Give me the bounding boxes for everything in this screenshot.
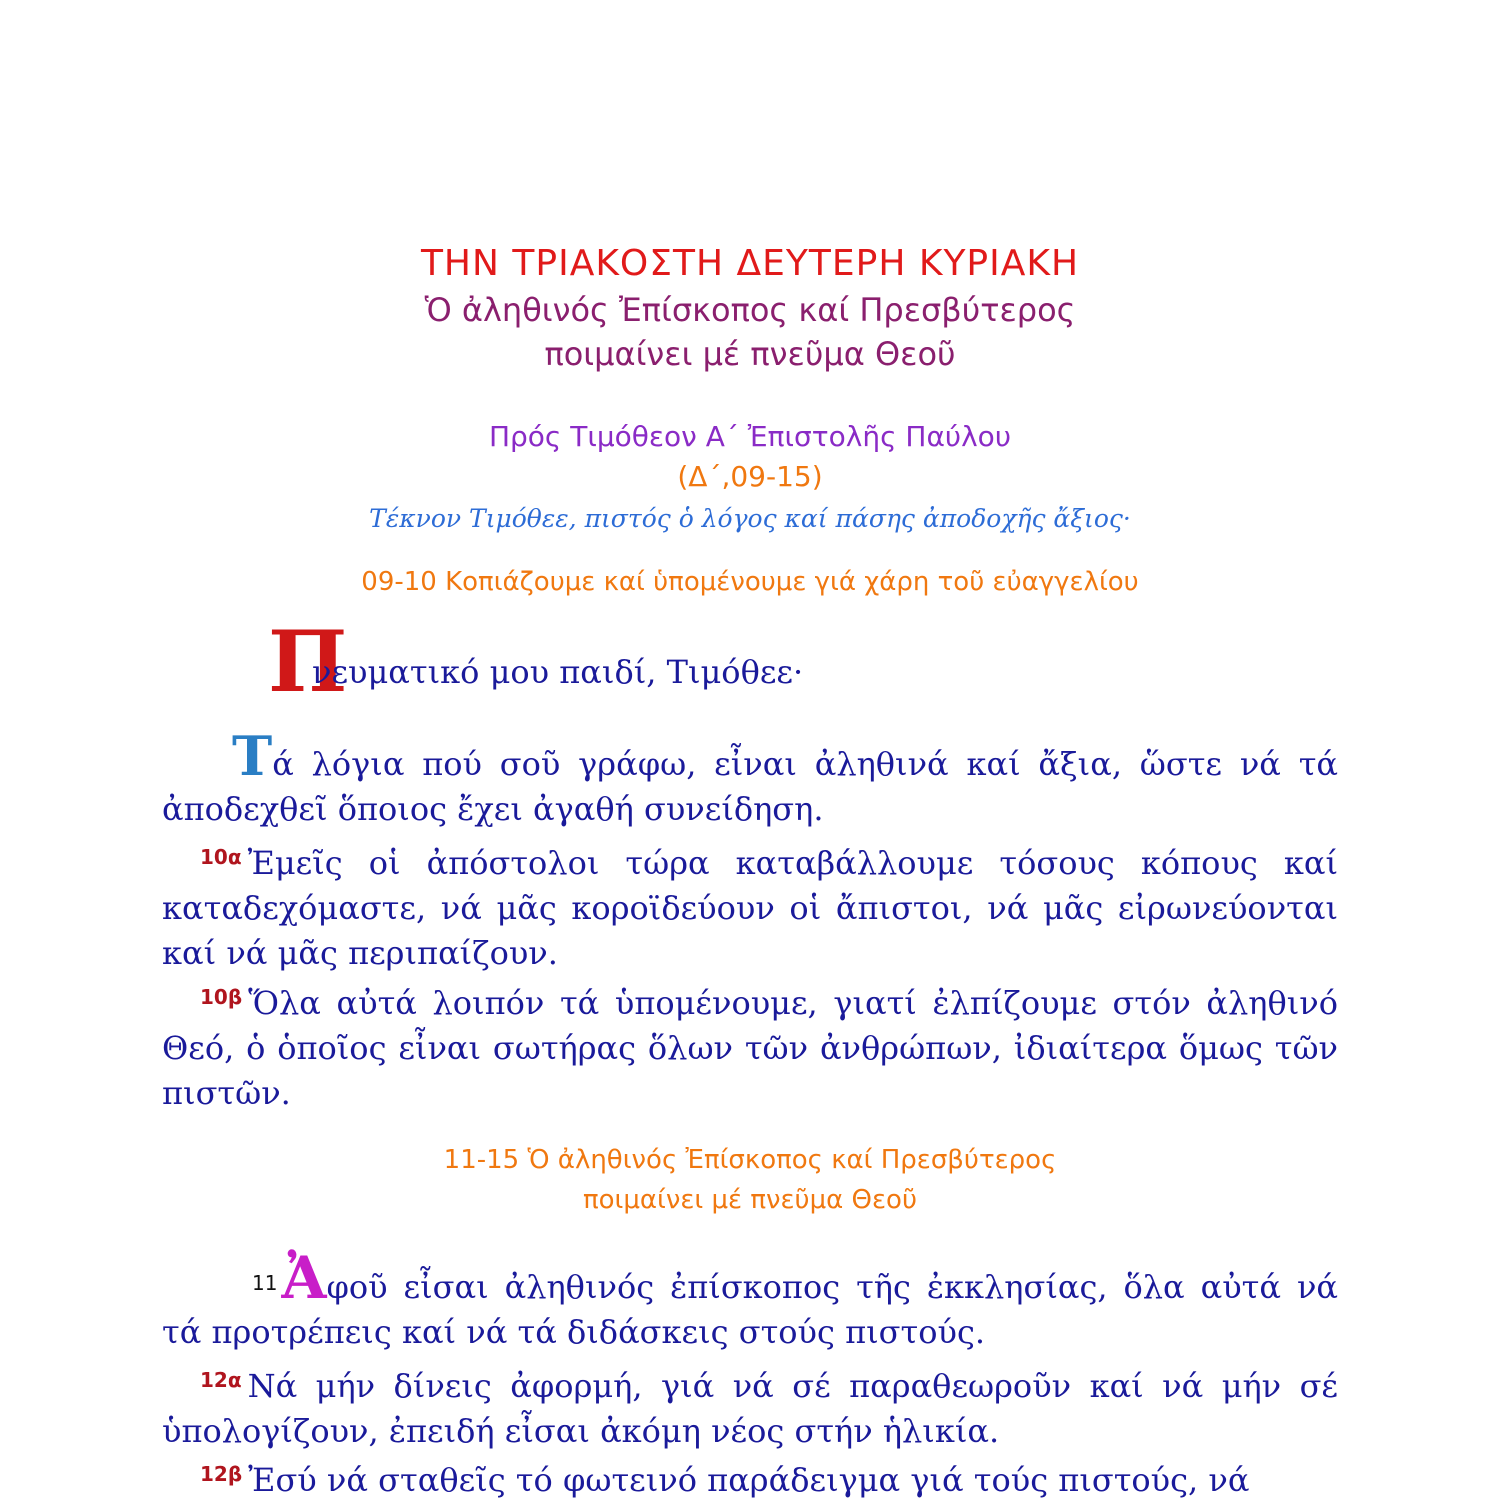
- paragraph-verse-9: [162, 724, 1338, 832]
- dropcap-alpha: Ἀ: [281, 1244, 327, 1312]
- verse-number: 11: [252, 1271, 278, 1295]
- page-subtitle: [0, 288, 1500, 376]
- paragraph-verse-12b: [162, 1452, 1338, 1503]
- subtitle-line-2: ποιμαίνει μέ πνεῦμα Θεοῦ: [544, 335, 956, 373]
- paragraph-text: φοῦ εἶσαι ἀληθινός ἐπίσκοπος τῆς ἐκκλησίας, ὅλα αὐτά νά τά προτρέπεις καί νά τά διδάσκεις στούς πιστούς.: [162, 1268, 1338, 1351]
- dropcap-pi: Π: [268, 612, 348, 711]
- paragraph-verse-10a: [162, 835, 1338, 976]
- paragraph-text: Ὅλα αὐτά λοιπόν τά ὑπομένουμε, γιατί ἐλπίζουμε στόν ἀληθινό Θεό, ὁ ὁποῖος εἶναι σωτήρας ὅλων τῶν ἀνθρώπων, ἰδιαίτερα ὅμως τῶν πιστῶν.: [162, 984, 1338, 1112]
- subtitle-line-1: Ὁ ἀληθινός Ἐπίσκοπος καί Πρεσβύτερος: [424, 291, 1076, 329]
- incipit-quote: Τέκνον Τιμόθεε, πιστός ὁ λόγος καί πάσης ἀποδοχῆς ἄξιος·: [369, 504, 1131, 533]
- dropcap-tau: Τ: [232, 724, 273, 788]
- paragraph-verse-12a: [162, 1358, 1338, 1454]
- paragraph-text: Ἐμεῖς οἱ ἀπόστολοι τώρα καταβάλλουμε τόσους κόπους καί καταδεχόμαστε, νά μᾶς κοροϊδεύουν οἱ ἄπιστοι, νά μᾶς εἰρωνεύονται καί νά μᾶς περιπαίζουν.: [162, 844, 1338, 972]
- paragraph-verse-11: [162, 1244, 1338, 1355]
- epistle-name: Πρός Τιμόθεον Α΄ Ἐπιστολῆς Παύλου: [488, 420, 1012, 453]
- page-title: ΤΗΝ ΤΡΙΑΚΟΣΤΗ ΔΕΥΤΕΡΗ ΚΥΡΙΑΚΗ: [420, 243, 1080, 284]
- section-heading-2-line-2: ποιμαίνει μέ πνεῦμα Θεοῦ: [582, 1185, 918, 1215]
- verse-number: 10α: [200, 845, 242, 869]
- section-heading-1: 09-10 Κοπιάζουμε καί ὑπομένουμε γιά χάρη τοῦ εὐαγγελίου: [361, 567, 1139, 597]
- scripture-reference: (Δ΄,09-15): [677, 460, 823, 493]
- verse-number: 12β: [200, 1462, 243, 1486]
- verse-number: 10β: [200, 985, 243, 1009]
- paragraph-text: Ἐσύ νά σταθεῖς τό φωτεινό παράδειγμα γιά τούς πιστούς, νά: [248, 1461, 1250, 1499]
- paragraph-text: Νά μήν δίνεις ἀφορμή, γιά νά σέ παραθεωροῦν καί νά μήν σέ ὑπολογίζουν, ἐπειδή εἶσαι ἀκόμη νέος στήν ἡλικία.: [162, 1367, 1338, 1450]
- section-heading-2: [0, 1140, 1500, 1220]
- section-heading-2-line-1: 11-15 Ὁ ἀληθινός Ἐπίσκοπος καί Πρεσβύτερος: [443, 1145, 1057, 1175]
- paragraph-greeting: [312, 650, 1338, 695]
- paragraph-verse-10b: [162, 975, 1338, 1116]
- paragraph-text: ά λόγια πού σοῦ γράφω, εἶναι ἀληθινά καί ἄξια, ὥστε νά τά ἀποδεχθεῖ ὅποιος ἔχει ἀγαθή συνείδηση.: [162, 745, 1338, 828]
- verse-number: 12α: [200, 1368, 242, 1392]
- paragraph-text: νευματικό μου παιδί, Τιμόθεε·: [312, 653, 804, 691]
